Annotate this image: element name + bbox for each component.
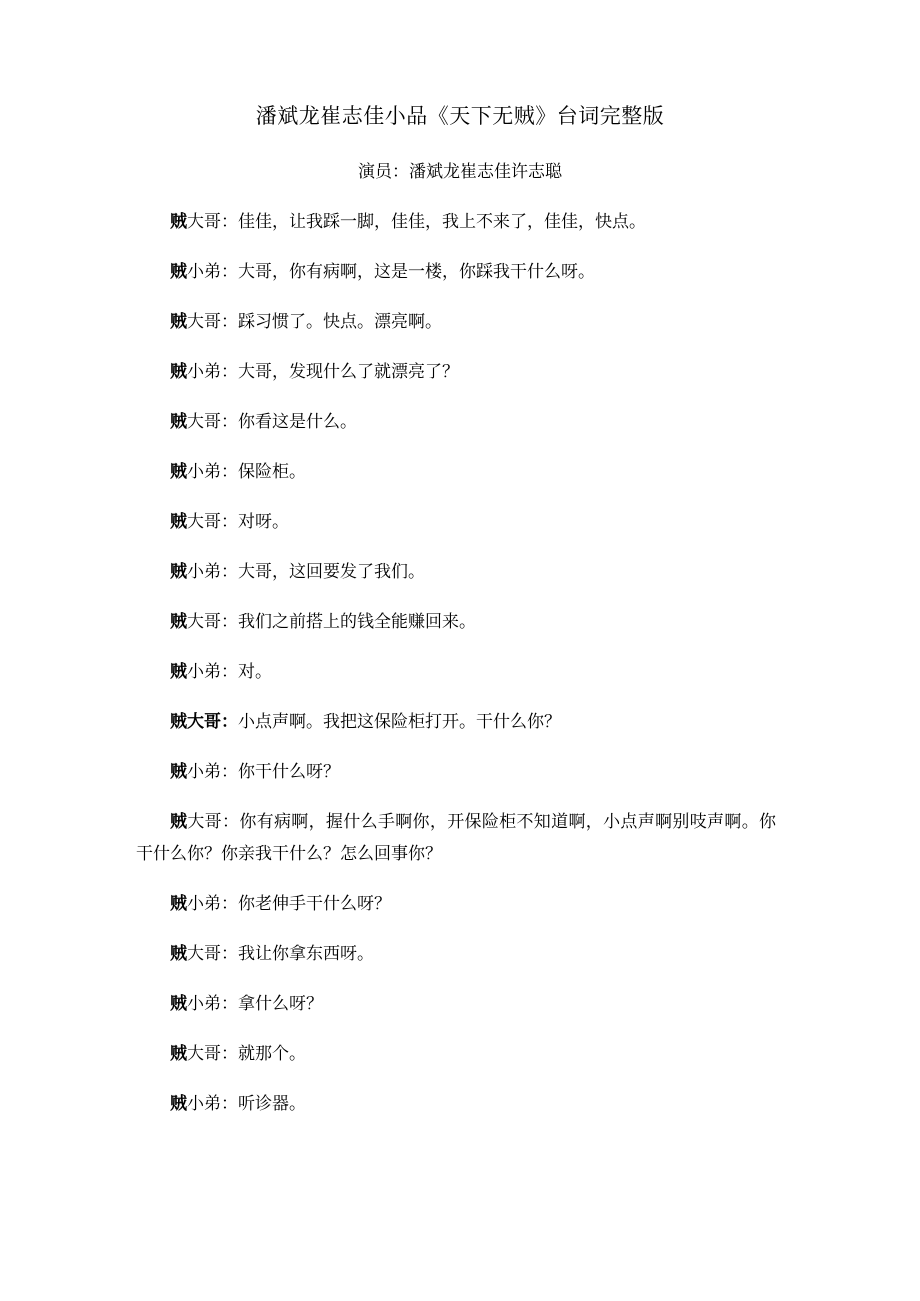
speaker-prefix: 贼 [170, 812, 188, 832]
speaker-prefix: 贼 [170, 662, 187, 682]
dialogue-text: 大哥，发现什么了就漂亮了？ [238, 362, 459, 382]
speaker-role: 小弟： [187, 662, 238, 682]
dialogue-line [136, 988, 776, 1020]
speaker-role: 小弟： [187, 262, 238, 282]
speaker-role: 大哥： [187, 212, 238, 232]
speaker-prefix: 贼 [170, 1044, 187, 1064]
dialogue-line [136, 406, 776, 438]
speaker-prefix: 贼 [170, 562, 187, 582]
dialogue-text: 对。 [238, 662, 272, 682]
dialogue-text: 我们之前搭上的钱全能赚回来。 [238, 612, 476, 632]
dialogue-line [136, 606, 776, 638]
dialogue-text: 对呀。 [238, 512, 289, 532]
dialogue-line [136, 1088, 776, 1120]
dialogue-line [136, 888, 776, 920]
dialogue-text: 听诊器。 [238, 1094, 306, 1114]
dialogue-line [136, 356, 776, 388]
dialogue-body [136, 206, 776, 1138]
dialogue-text: 就那个。 [238, 1044, 306, 1064]
dialogue-text: 你看这是什么。 [238, 412, 357, 432]
speaker-role: 小弟： [187, 462, 238, 482]
speaker-prefix: 贼 [170, 312, 187, 332]
speaker-prefix: 贼 [170, 762, 187, 782]
dialogue-text: 你有病啊，握什么手啊你，开保险柜不知道啊，小点声啊别吱声啊。你干什么你？你亲我干什么？怎么回事你？ [136, 812, 777, 864]
document-subtitle: 演员：潘斌龙崔志佳许志聪 [358, 162, 562, 182]
dialogue-text: 你干什么呀？ [238, 762, 340, 782]
speaker-prefix: 贼 [170, 262, 187, 282]
speaker-prefix: 贼 [170, 212, 187, 232]
speaker-role: 大哥： [187, 312, 238, 332]
dialogue-text: 大哥，你有病啊，这是一楼，你踩我干什么呀。 [238, 262, 595, 282]
speaker-prefix: 贼 [170, 462, 187, 482]
dialogue-line [136, 1038, 776, 1070]
document-title: 潘斌龙崔志佳小品《天下无贼》台词完整版 [255, 104, 665, 128]
dialogue-text: 小点声啊。我把这保险柜打开。干什么你？ [238, 712, 561, 732]
speaker-role: 小弟： [187, 562, 238, 582]
speaker-role: 小弟： [187, 894, 238, 914]
dialogue-line [136, 806, 776, 870]
dialogue-text: 你老伸手干什么呀？ [238, 894, 391, 914]
speaker-prefix: 贼 [170, 944, 187, 964]
speaker-role: 大哥： [187, 512, 238, 532]
speaker-prefix: 贼 [170, 362, 187, 382]
speaker-prefix: 贼 [170, 712, 187, 732]
speaker-role: 大哥： [187, 712, 238, 732]
speaker-prefix: 贼 [170, 994, 187, 1014]
dialogue-line [136, 556, 776, 588]
dialogue-line [136, 456, 776, 488]
dialogue-text: 保险柜。 [238, 462, 306, 482]
speaker-prefix: 贼 [170, 894, 187, 914]
dialogue-line [136, 756, 776, 788]
speaker-role: 小弟： [187, 1094, 238, 1114]
dialogue-text: 大哥，这回要发了我们。 [238, 562, 425, 582]
dialogue-line [136, 256, 776, 288]
speaker-role: 小弟： [187, 762, 238, 782]
speaker-role: 大哥： [187, 812, 240, 832]
speaker-prefix: 贼 [170, 412, 187, 432]
dialogue-text: 我让你拿东西呀。 [238, 944, 374, 964]
speaker-role: 小弟： [187, 994, 238, 1014]
dialogue-text: 拿什么呀？ [238, 994, 323, 1014]
dialogue-line [136, 506, 776, 538]
speaker-prefix: 贼 [170, 612, 187, 632]
dialogue-line [136, 306, 776, 338]
speaker-role: 大哥： [187, 412, 238, 432]
speaker-role: 大哥： [187, 612, 238, 632]
dialogue-line [136, 706, 776, 738]
speaker-role: 大哥： [187, 944, 238, 964]
dialogue-line [136, 656, 776, 688]
speaker-role: 小弟： [187, 362, 238, 382]
dialogue-text: 佳佳，让我踩一脚，佳佳，我上不来了，佳佳，快点。 [238, 212, 646, 232]
speaker-prefix: 贼 [170, 1094, 187, 1114]
dialogue-line [136, 938, 776, 970]
speaker-prefix: 贼 [170, 512, 187, 532]
speaker-role: 大哥： [187, 1044, 238, 1064]
dialogue-line [136, 206, 776, 238]
dialogue-text: 踩习惯了。快点。漂亮啊。 [238, 312, 442, 332]
